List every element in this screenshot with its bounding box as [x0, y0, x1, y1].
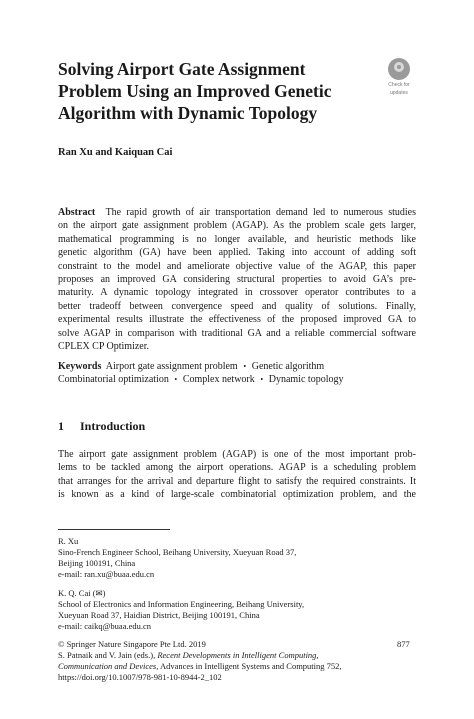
footer-citation [58, 639, 342, 683]
editors: S. Patnaik and V. Jain (eds.), [58, 650, 158, 660]
badge-label-2: updates [390, 90, 408, 96]
title-line: Algorithm with Dynamic Topology [58, 103, 318, 123]
section-number: 1 [58, 419, 64, 433]
badge-label-1: Check for [388, 82, 410, 88]
abstract-text: The rapid growth of air transportation demand led to numerous studies [105, 207, 416, 218]
keyword: Airport gate assignment problem [105, 361, 238, 372]
affiliation-line: Beijing 100191, China [58, 558, 136, 568]
intro-line: that arranges for the arrival and departure flight to satisfy the required constraints. It [58, 475, 416, 487]
title-line: Solving Airport Gate Assignment [58, 59, 306, 79]
abstract-line: constraint to the model and ameliorate objective value of the AGAP, this paper [58, 260, 416, 272]
abstract-line: genetic algorithm (GA) have been applied. Taking into account of adding soft [58, 247, 416, 259]
check-for-updates-icon [388, 58, 410, 80]
book-title: Recent Developments in Intelligent Computing, [157, 650, 319, 660]
keywords-line [58, 360, 416, 373]
intro-line: is known as a kind of large-scale combinatorial optimization problem, and the [58, 489, 416, 501]
affiliation-line: Xueyuan Road 37, Haidian District, Beijing 100191, China [58, 610, 260, 620]
abstract-label: Abstract [58, 207, 96, 218]
editors-line [58, 650, 342, 661]
abstract-line: better tradeoff between convergence speed and quality of solutions. Finally, [58, 300, 416, 312]
keyword: Combinatorial optimization [58, 374, 169, 386]
affiliation-line: R. Xu [58, 536, 79, 546]
copyright: © Springer Nature Singapore Pte Ltd. 2019 [58, 639, 206, 649]
keyword: Genetic algorithm [251, 361, 325, 372]
affiliation-1 [58, 536, 296, 580]
paper-title [58, 58, 378, 124]
title-line: Problem Using an Improved Genetic [58, 81, 332, 101]
authors: Ran Xu and Kaiquan Cai [58, 147, 173, 158]
abstract-line: experimental results illustrate the effectiveness of the proposed improved GA to [58, 314, 416, 326]
intro-paragraph [58, 448, 416, 502]
doi-link[interactable]: https://doi.org/10.1007/978-981-10-8944-2_102 [58, 672, 222, 682]
page-number: 877 [397, 639, 410, 649]
keyword-separator: • [174, 375, 178, 385]
abstract-line: proposes an improved GA considering structural properties to avoid GA’s pre- [58, 274, 416, 286]
section-heading [58, 419, 145, 434]
abstract-line: maturity. A dynamic topology integrated in crossover operator contributes to a [58, 287, 416, 299]
series-line [58, 661, 342, 672]
keywords-line [58, 373, 416, 386]
abstract-line: mathematical programming is no longer available, and heuristic methods like [58, 233, 416, 245]
affiliation-email[interactable]: e-mail: caikq@buaa.edu.cn [58, 621, 152, 631]
check-for-updates-badge[interactable] [379, 58, 419, 102]
abstract [58, 206, 416, 353]
keyword-separator: • [243, 362, 247, 371]
affiliation-2 [58, 588, 304, 632]
abstract-line: solve AGAP in comparison with traditional GA and a reliable commercial software [58, 327, 416, 339]
abstract-line [58, 206, 416, 219]
keyword: Complex network [182, 374, 255, 386]
abstract-line: CPLEX CP Optimizer. [58, 341, 150, 353]
abstract-line: on the airport gate assignment problem (AGAP). As the problem scale gets larger, [58, 220, 416, 232]
series: , Advances in Intelligent Systems and Computing 752, [156, 661, 342, 671]
keywords [58, 360, 416, 387]
affiliation-line: School of Electronics and Information Engineering, Beihang University, [58, 599, 305, 609]
footnote-divider [58, 529, 170, 530]
intro-line: The airport gate assignment problem (AGAP) is one of the most important prob- [58, 449, 416, 460]
keywords-label: Keywords [58, 361, 102, 372]
book-title: Communication and Devices [58, 661, 157, 671]
section-title: Introduction [80, 419, 146, 433]
affiliation-line: Sino-French Engineer School, Beihang University, Xueyuan Road 37, [58, 547, 297, 557]
keyword: Dynamic topology [268, 374, 344, 386]
keyword-separator: • [260, 375, 264, 385]
affiliation-line: K. Q. Cai (✉) [58, 588, 106, 598]
affiliation-email[interactable]: e-mail: ran.xu@buaa.edu.cn [58, 569, 155, 579]
intro-line: lems to be tackled among the airport operations. AGAP is a scheduling problem [58, 462, 416, 474]
